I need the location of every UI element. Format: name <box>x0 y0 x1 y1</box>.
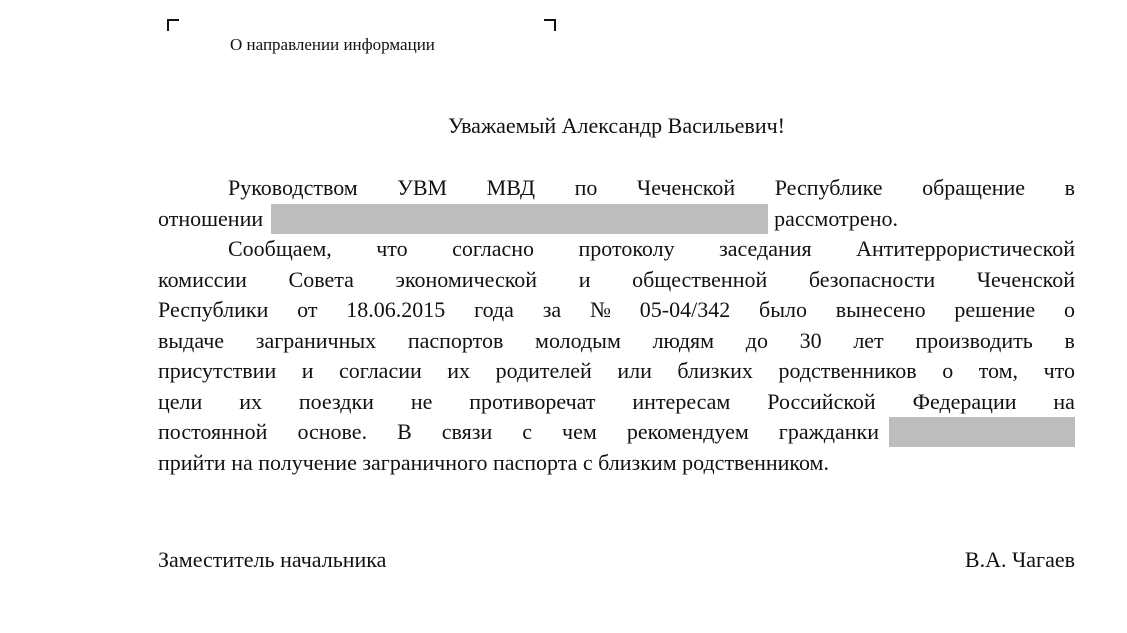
word: 05-04/342 <box>639 297 731 322</box>
word: в <box>1064 327 1075 353</box>
word: выдаче <box>158 327 225 353</box>
paragraph-2-line-4 <box>158 326 1075 357</box>
word: года <box>474 297 514 322</box>
word: экономической <box>395 266 538 292</box>
word: Чеченской <box>976 266 1075 292</box>
word: Антитеррористической <box>856 236 1075 261</box>
word: их <box>239 388 262 414</box>
word: от <box>297 297 318 322</box>
word: за <box>542 297 562 322</box>
word: № <box>589 297 611 322</box>
word: основе. <box>297 419 368 444</box>
word: что <box>1043 358 1075 383</box>
redacted-name-block <box>271 204 768 234</box>
word: их <box>447 358 471 383</box>
word: согласно <box>452 236 535 261</box>
paragraph-2-line-1 <box>158 234 1075 265</box>
redacted-citizen-name-block <box>889 417 1075 447</box>
paragraph-1-line-2-end: рассмотрено. <box>774 205 898 231</box>
corner-mark-top-right <box>544 19 556 31</box>
word: комиссии <box>158 266 247 292</box>
word: с <box>522 419 533 444</box>
word: заграничных <box>255 327 377 353</box>
word: что <box>376 236 408 261</box>
paragraph-1-line-2-start: отношении <box>158 205 264 231</box>
paragraph-2-line-6 <box>158 387 1075 418</box>
word: цели <box>158 388 203 414</box>
word: УВМ <box>397 175 448 200</box>
word: безопасности <box>808 266 936 292</box>
word: чем <box>562 419 597 444</box>
word: родственников <box>778 358 917 383</box>
word: и <box>578 266 591 292</box>
word: молодым <box>535 327 621 353</box>
word: присутствии <box>158 358 277 383</box>
word: близких <box>677 358 753 383</box>
word: людям <box>652 327 715 353</box>
word: интересам <box>632 388 731 414</box>
word: и <box>301 358 314 383</box>
word: решение <box>954 297 1036 322</box>
signatory-name: В.А. Чагаев <box>964 547 1075 572</box>
word: том, <box>978 358 1019 383</box>
word: противоречат <box>469 388 596 414</box>
word: поездки <box>298 388 374 414</box>
word: паспортов <box>407 327 504 353</box>
word: по <box>574 175 598 200</box>
paragraph-1-line-2 <box>158 204 1075 235</box>
word: производить <box>915 327 1033 353</box>
word: Чеченской <box>636 175 736 200</box>
word: заседания <box>719 236 812 261</box>
paragraph-2-line-2 <box>158 265 1075 296</box>
paragraph-2-line-5 <box>158 356 1075 387</box>
word: о <box>942 358 954 383</box>
paragraph-2-line-3 <box>158 295 1075 326</box>
word: лет <box>853 327 884 353</box>
word: В <box>397 419 412 444</box>
word: обращение <box>922 175 1026 200</box>
word: протоколу <box>578 236 675 261</box>
word: или <box>617 358 652 383</box>
paragraph-2-line-7-words <box>158 417 879 448</box>
word: 30 <box>799 327 822 353</box>
word: родителей <box>495 358 592 383</box>
word: Федерации <box>912 388 1017 414</box>
subject-line: О направлении информации <box>230 35 435 54</box>
word: рекомендуем <box>626 419 749 444</box>
signature-block <box>158 545 1075 575</box>
word: не <box>410 388 433 414</box>
signatory-position: Заместитель начальника <box>158 547 387 572</box>
word: Российской <box>767 388 876 414</box>
word: МВД <box>486 175 536 200</box>
word: о <box>1063 297 1075 322</box>
word: 18.06.2015 <box>346 297 446 322</box>
word: Руководством <box>228 175 358 200</box>
word: Сообщаем, <box>228 236 332 261</box>
word: Совета <box>288 266 354 292</box>
salutation: Уважаемый Александр Васильевич! <box>447 113 785 138</box>
letter-body <box>158 173 1075 478</box>
word: согласии <box>339 358 422 383</box>
word: до <box>745 327 768 353</box>
word: связи <box>441 419 493 444</box>
word: на <box>1053 388 1075 414</box>
word: общественной <box>632 266 768 292</box>
word: Республике <box>774 175 883 200</box>
word: вынесено <box>835 297 926 322</box>
paragraph-2-line-7 <box>158 417 1075 448</box>
word: гражданки <box>778 419 879 444</box>
word: Республики <box>158 297 269 322</box>
word: в <box>1064 175 1075 200</box>
paragraph-2-line-8: прийти на получение заграничного паспорта с близким родственником. <box>158 449 829 475</box>
corner-mark-top-left <box>167 19 179 31</box>
word: было <box>759 297 807 322</box>
paragraph-1-line-1 <box>158 173 1075 204</box>
word: постоянной <box>158 419 268 444</box>
